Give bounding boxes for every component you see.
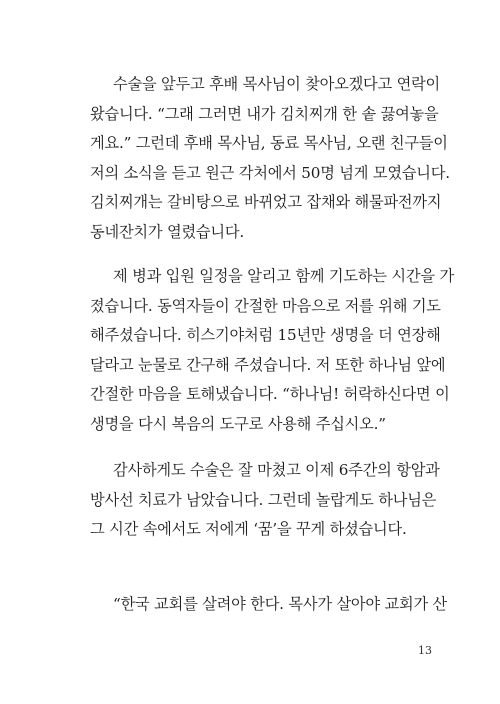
text-line: 해주셨습니다. 히스기야처럼 15년만 생명을 더 연장해 <box>90 326 441 345</box>
text-line: 저의 소식을 듣고 원근 각처에서 50명 넘게 모였습니다. <box>90 163 450 182</box>
text-line: 그 시간 속에서도 저에게 ‘꿈’을 꾸게 하셨습니다. <box>90 520 407 539</box>
text-line: 제 병과 입원 일정을 알리고 함께 기도하는 시간을 가 <box>113 267 454 285</box>
text-line: 생명을 다시 복음의 도구로 사용해 주십시오.” <box>90 414 386 433</box>
page-number: 13 <box>418 644 432 657</box>
text-line: 간절한 마음을 토해냈습니다. “하나님! 허락하신다면 이 <box>90 385 450 404</box>
text-line: 달라고 눈물로 간구해 주셨습니다. 저 또한 하나님 앞에 <box>90 355 446 374</box>
text-line: 졌습니다. 동역자들이 간절한 마음으로 저를 위해 기도 <box>90 296 441 315</box>
text-line: “한국 교회를 살려야 한다. 목사가 살아야 교회가 산 <box>113 595 448 613</box>
text-line: 왔습니다. “그래 그러면 내가 김치찌개 한 솥 끓여놓을 <box>90 104 439 123</box>
text-line: 수술을 앞두고 후배 목사님이 찾아오겠다고 연락이 <box>113 75 441 93</box>
paragraph-2 <box>90 262 454 440</box>
text-line: 게요.” 그런데 후배 목사님, 동료 목사님, 오랜 친구들이 <box>90 134 448 153</box>
text-line: 김치찌개는 갈비탕으로 바뀌었고 잡채와 해물파전까지 <box>90 193 442 212</box>
text-line: 동네잔치가 열렸습니다. <box>90 222 244 241</box>
paragraph-3 <box>90 456 440 545</box>
text-line: 방사선 치료가 남았습니다. 그런데 놀랍게도 하나님은 <box>90 490 437 509</box>
paragraph-4 <box>90 590 448 620</box>
text-line: 감사하게도 수술은 잘 마쳤고 이제 6주간의 항암과 <box>113 461 440 479</box>
paragraph-1 <box>90 70 450 248</box>
